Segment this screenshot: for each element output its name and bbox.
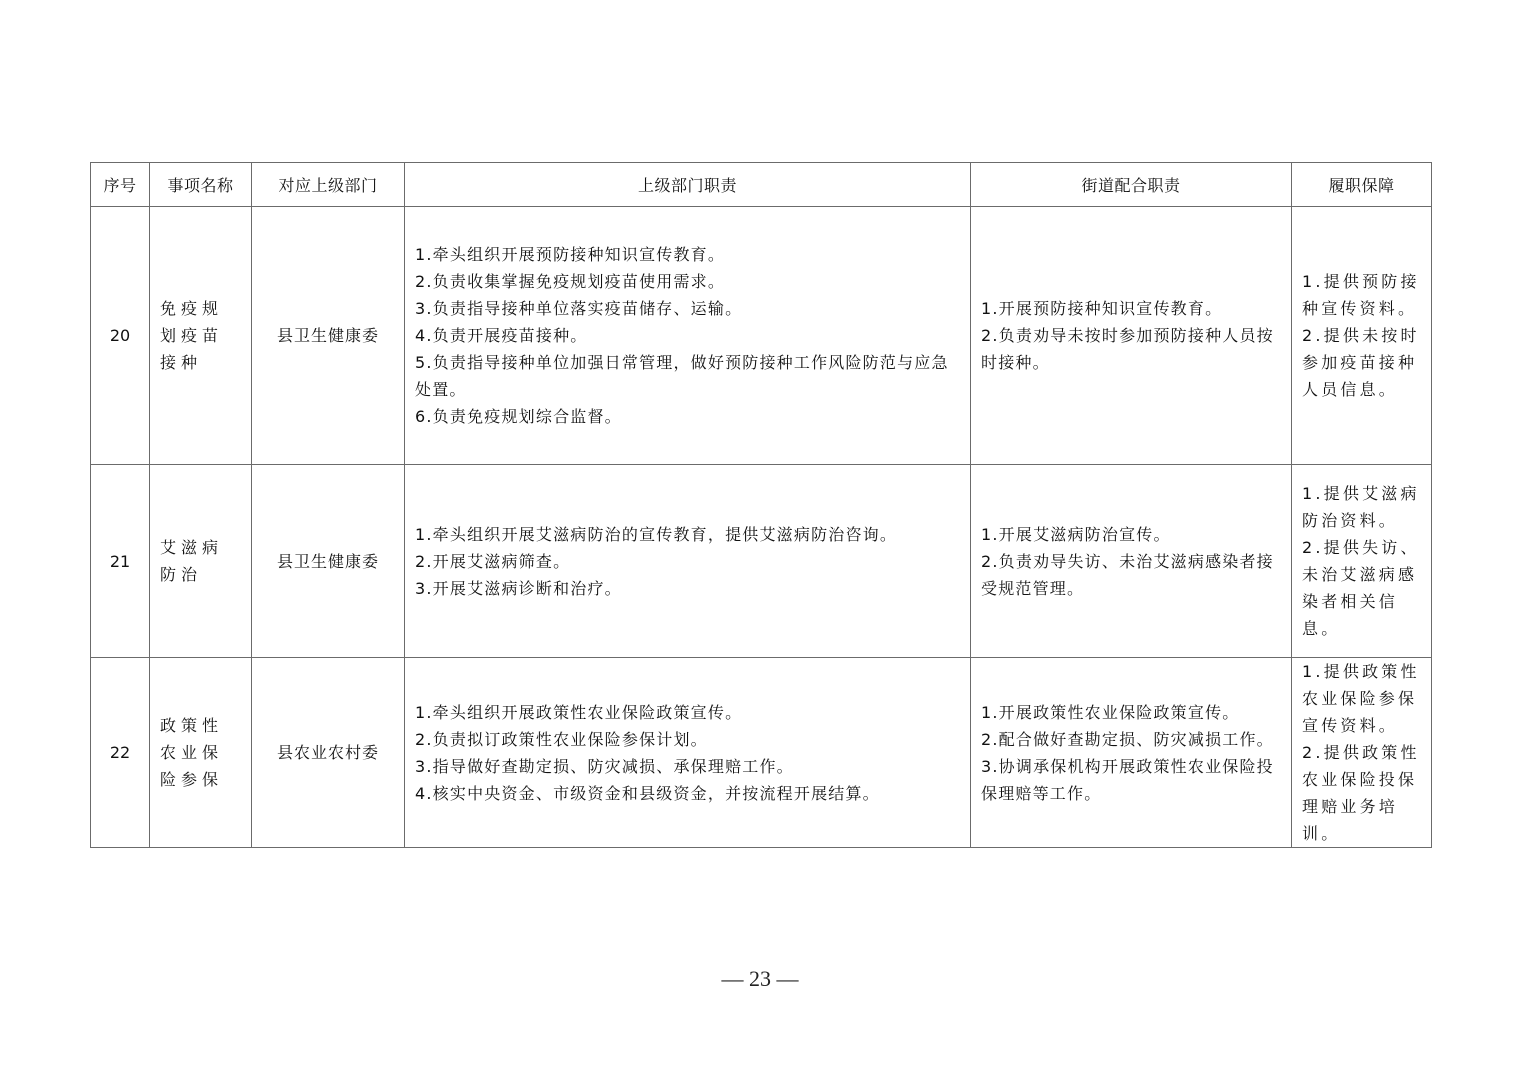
- duty-line: 3.负责指导接种单位落实疫苗储存、运输。: [415, 299, 743, 318]
- superior-duties: [405, 465, 971, 658]
- guarantee: [1292, 658, 1432, 848]
- row-number: 22: [91, 658, 150, 848]
- guarantee-line: 1.提供艾滋病防治资料。: [1302, 484, 1420, 530]
- superior-duties: [405, 658, 971, 848]
- duty-table: [90, 162, 1432, 848]
- superior-dept: 县农业农村委: [252, 658, 405, 848]
- street-duty-line: 2.配合做好查勘定损、防灾减损工作。: [981, 729, 1274, 749]
- guarantee-line: 1.提供预防接种宣传资料。: [1302, 272, 1420, 318]
- duty-line: 1.牵头组织开展政策性农业保险政策宣传。: [415, 702, 743, 722]
- superior-dept: 县卫生健康委: [252, 465, 405, 658]
- table-row: [91, 465, 1432, 658]
- superior-duties: [405, 207, 971, 465]
- header-cell-index: 序号: [91, 163, 150, 207]
- header-cell-street-duties: 街道配合职责: [971, 163, 1292, 207]
- page-number: — 23 —: [721, 966, 799, 991]
- header-cell-guarantee: 履职保障: [1292, 163, 1432, 207]
- item-name: 政策性农业保险参保: [150, 658, 252, 848]
- street-duty-line: 1.开展预防接种知识宣传教育。: [981, 299, 1223, 318]
- street-duties: [971, 207, 1292, 465]
- item-name: 艾滋病防治: [150, 465, 252, 658]
- duty-line: 1.牵头组织开展艾滋病防治的宣传教育，提供艾滋病防治咨询。: [415, 524, 898, 544]
- guarantee: [1292, 207, 1432, 465]
- row-number: 21: [91, 465, 150, 658]
- duty-line: 2.负责收集掌握免疫规划疫苗使用需求。: [415, 272, 726, 291]
- row-number: 20: [91, 207, 150, 465]
- street-duty-line: 2.负责劝导失访、未治艾滋病感染者接受规范管理。: [981, 551, 1274, 598]
- guarantee-line: 2.提供政策性农业保险投保理赔业务培训。: [1302, 743, 1420, 843]
- guarantee: [1292, 465, 1432, 658]
- duty-line: 6.负责免疫规划综合监督。: [415, 407, 622, 426]
- street-duty-line: 2.负责劝导未按时参加预防接种人员按时接种。: [981, 326, 1274, 372]
- duty-line: 4.负责开展疫苗接种。: [415, 326, 588, 345]
- duty-line: 1.牵头组织开展预防接种知识宣传教育。: [415, 245, 726, 264]
- duty-line: 3.指导做好查勘定损、防灾减损、承保理赔工作。: [415, 756, 794, 776]
- header-cell-superior-duties: 上级部门职责: [405, 163, 971, 207]
- table-row: [91, 207, 1432, 465]
- street-duty-line: 1.开展政策性农业保险政策宣传。: [981, 702, 1240, 722]
- guarantee-line: 1.提供政策性农业保险参保宣传资料。: [1302, 662, 1420, 735]
- guarantee-line: 2.提供未按时参加疫苗接种人员信息。: [1302, 326, 1420, 399]
- superior-dept: 县卫生健康委: [252, 207, 405, 465]
- header-cell-item-name: 事项名称: [150, 163, 252, 207]
- duty-line: 4.核实中央资金、市级资金和县级资金，并按流程开展结算。: [415, 783, 880, 803]
- guarantee-line: 2.提供失访、未治艾滋病感染者相关信息。: [1302, 538, 1420, 638]
- item-name: 免疫规划疫苗接种: [150, 207, 252, 465]
- table-row: [91, 658, 1432, 848]
- street-duties: [971, 658, 1292, 848]
- duty-line: 2.负责拟订政策性农业保险参保计划。: [415, 729, 708, 749]
- street-duty-line: 1.开展艾滋病防治宣传。: [981, 524, 1171, 544]
- duty-line: 5.负责指导接种单位加强日常管理，做好预防接种工作风险防范与应急处置。: [415, 353, 949, 399]
- duty-line: 2.开展艾滋病筛查。: [415, 551, 571, 571]
- header-cell-superior-dept: 对应上级部门: [252, 163, 405, 207]
- duty-line: 3.开展艾滋病诊断和治疗。: [415, 578, 622, 598]
- table-header-row: [91, 163, 1432, 207]
- street-duty-line: 3.协调承保机构开展政策性农业保险投保理赔等工作。: [981, 756, 1274, 803]
- street-duties: [971, 465, 1292, 658]
